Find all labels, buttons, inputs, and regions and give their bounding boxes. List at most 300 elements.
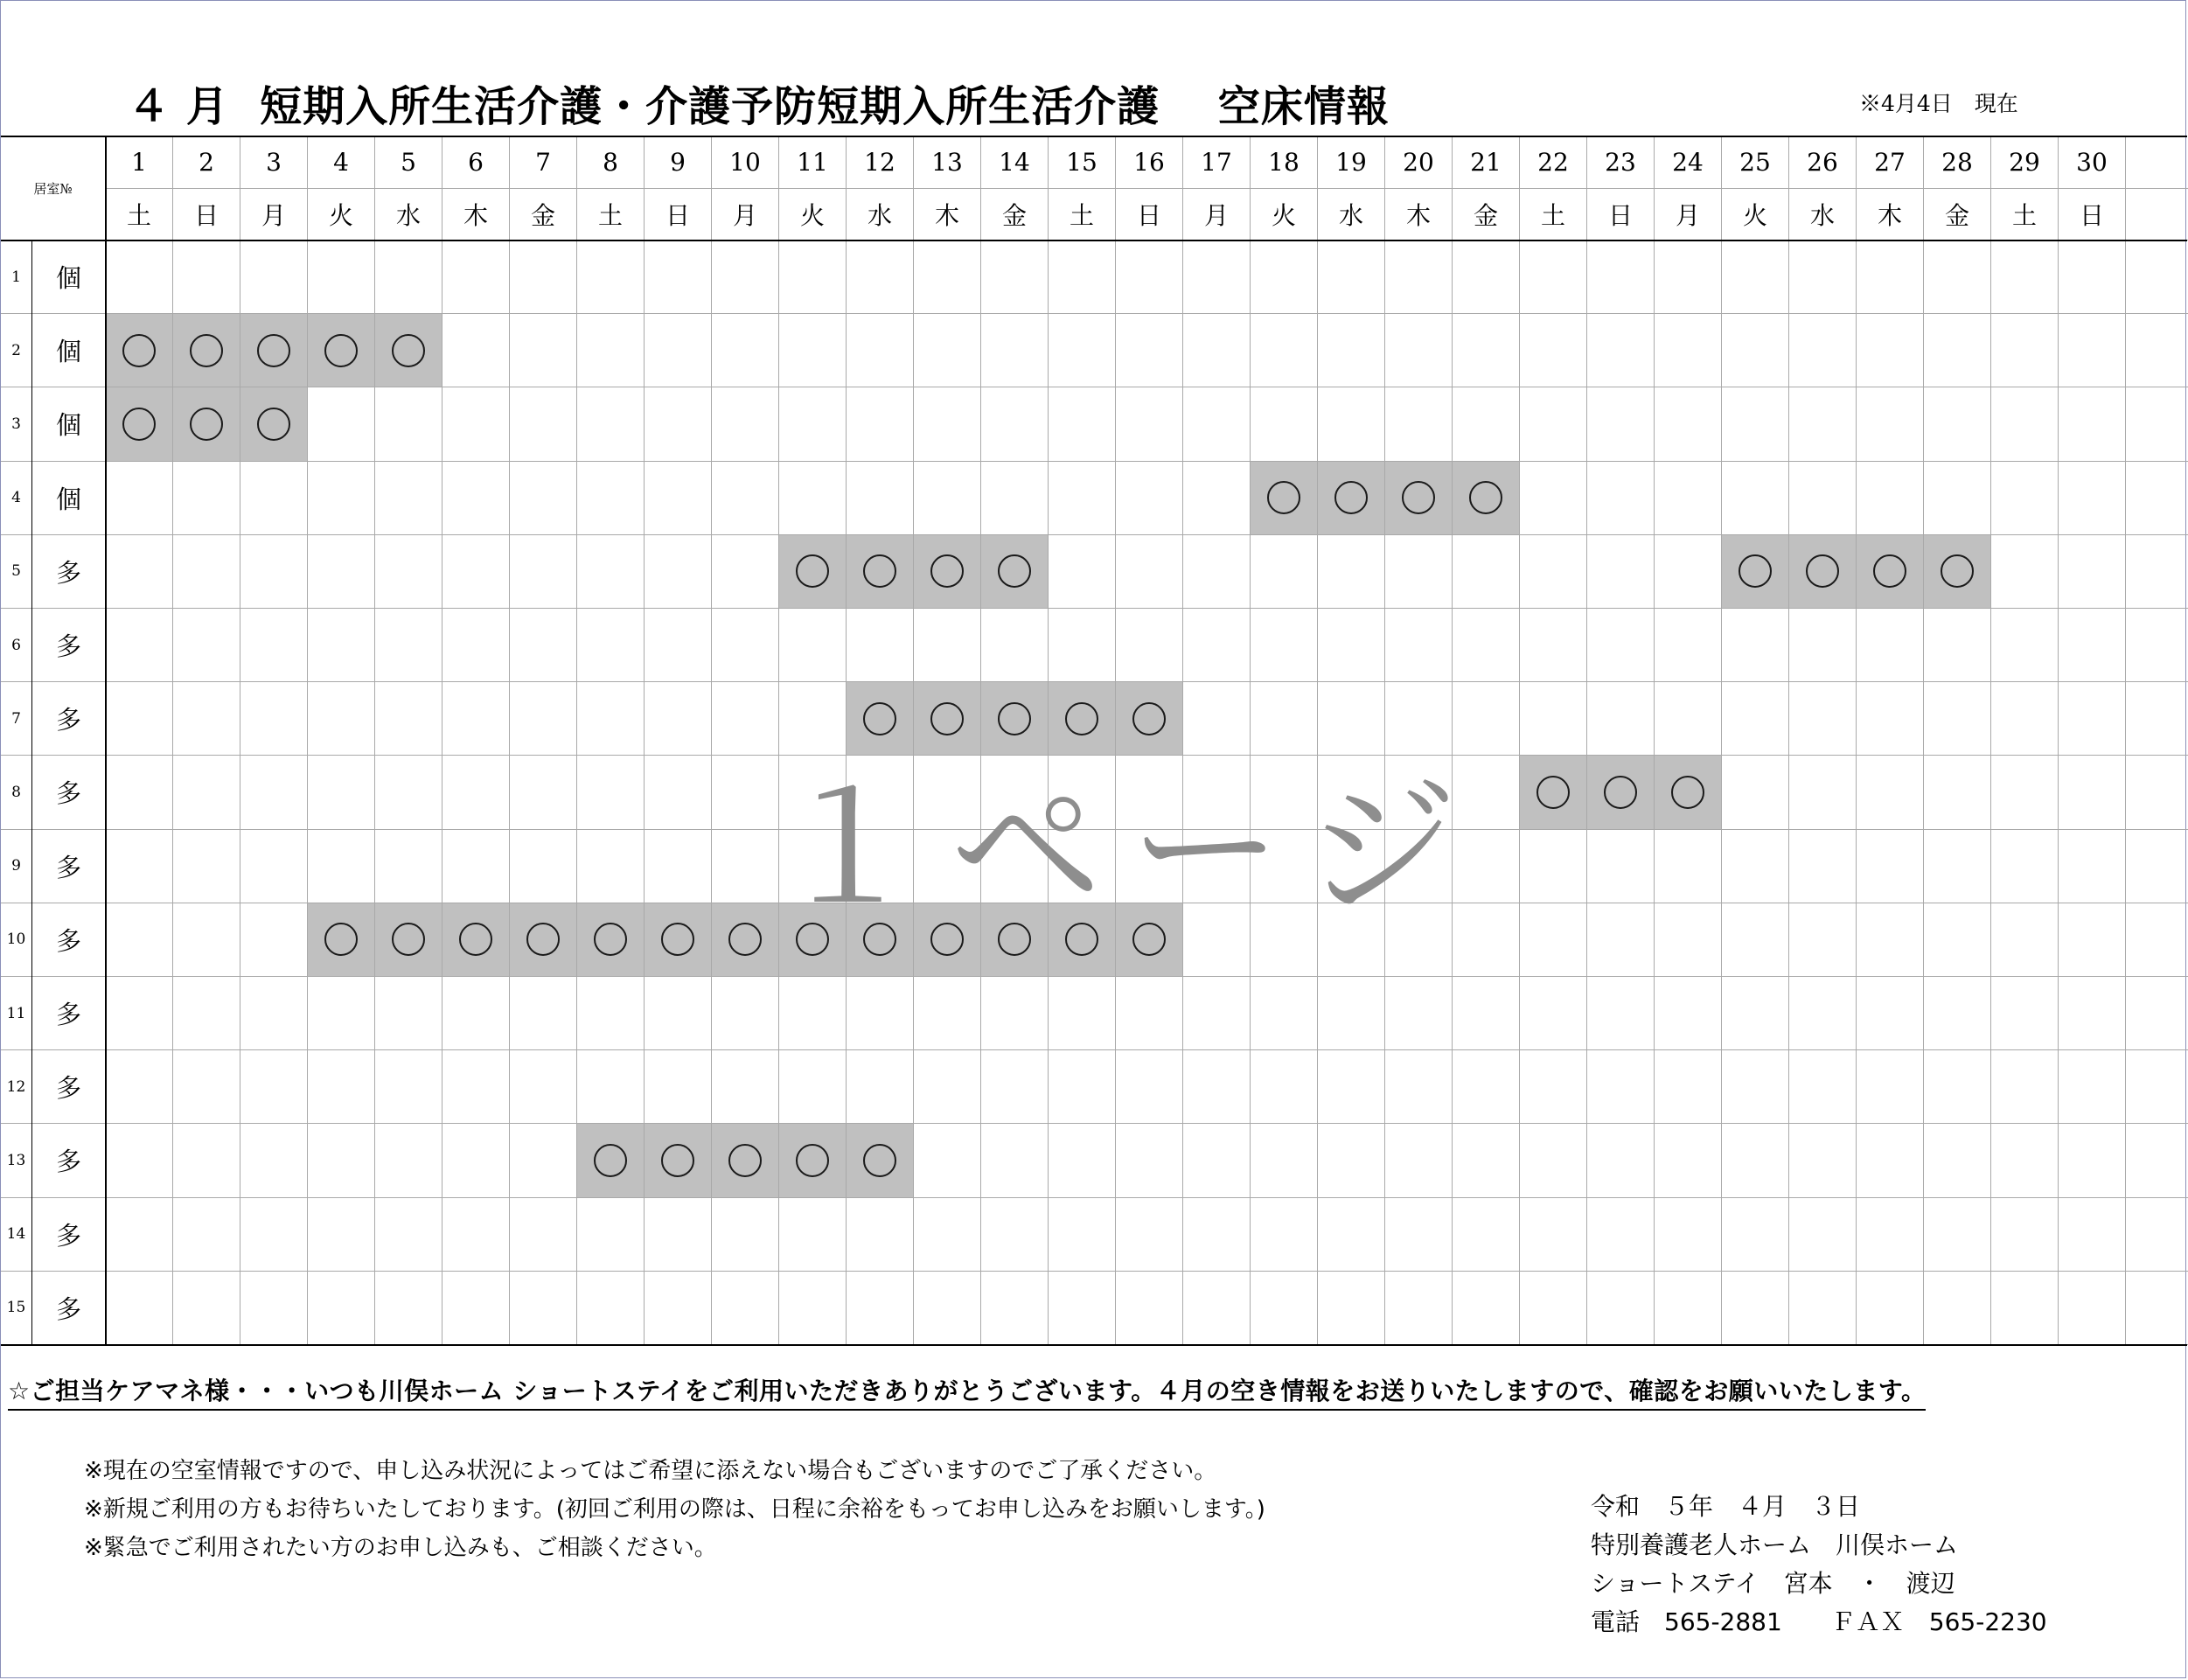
schedule-cell [779, 314, 847, 387]
schedule-cell [712, 1272, 779, 1345]
vacancy-mark [1536, 776, 1570, 809]
schedule-cell [1587, 1050, 1655, 1124]
schedule-cell [1924, 240, 1991, 314]
schedule-cell [1857, 830, 1924, 903]
schedule-cell [1049, 1272, 1116, 1345]
vacancy-mark [324, 334, 358, 367]
schedule-cell [1318, 1272, 1385, 1345]
schedule-cell [1857, 462, 1924, 535]
vacancy-mark [1671, 776, 1704, 809]
vacant-cell [1655, 756, 1722, 829]
room-type: 多 [32, 1198, 106, 1272]
schedule-cell [1116, 1050, 1183, 1124]
schedule-cell [1587, 903, 1655, 977]
schedule-cell [712, 609, 779, 682]
schedule-cell [981, 314, 1049, 387]
schedule-cell [106, 830, 173, 903]
schedule-cell [1857, 314, 1924, 387]
day-number-header: 8 [577, 136, 645, 189]
schedule-cell [1722, 756, 1789, 829]
signature-staff: ショートステイ 宮本 ・ 渡辺 [1591, 1569, 1955, 1598]
schedule-cell [1991, 1124, 2059, 1197]
schedule-cell [173, 977, 240, 1050]
weekday-header: 金 [981, 189, 1049, 240]
schedule-cell [442, 756, 510, 829]
schedule-cell [173, 682, 240, 756]
schedule-cell [1924, 1198, 1991, 1272]
schedule-cell [375, 977, 442, 1050]
room-type: 多 [32, 903, 106, 977]
schedule-cell [1385, 1198, 1453, 1272]
schedule-cell [442, 387, 510, 461]
weekday-header: 金 [1453, 189, 1520, 240]
schedule-cell [1991, 314, 2059, 387]
schedule-cell [2059, 462, 2126, 535]
schedule-cell [240, 462, 308, 535]
schedule-cell [1789, 609, 1857, 682]
vacant-cell [847, 1124, 914, 1197]
schedule-cell [1520, 977, 1587, 1050]
schedule-cell [1183, 462, 1251, 535]
schedule-cell [173, 903, 240, 977]
schedule-cell [173, 756, 240, 829]
schedule-cell [1453, 1124, 1520, 1197]
room-number: 7 [1, 682, 32, 756]
vacancy-mark [1267, 481, 1300, 514]
schedule-cell [1587, 1198, 1655, 1272]
schedule-cell [847, 387, 914, 461]
vacant-cell [779, 1124, 847, 1197]
vacancy-mark [324, 923, 358, 956]
schedule-cell [1049, 387, 1116, 461]
vacant-cell [308, 314, 375, 387]
schedule-cell [847, 1050, 914, 1124]
schedule-cell [981, 1272, 1049, 1345]
schedule-cell [847, 314, 914, 387]
schedule-cell [645, 682, 712, 756]
schedule-cell [1789, 1050, 1857, 1124]
schedule-cell [442, 609, 510, 682]
day-number-header: 6 [442, 136, 510, 189]
room-type: 多 [32, 1124, 106, 1197]
schedule-cell [779, 1050, 847, 1124]
blank-cell [2126, 462, 2188, 535]
schedule-cell [1991, 977, 2059, 1050]
schedule-cell [106, 240, 173, 314]
schedule-cell [2059, 387, 2126, 461]
schedule-cell [2059, 314, 2126, 387]
schedule-cell [1318, 314, 1385, 387]
day-number-header: 22 [1520, 136, 1587, 189]
vacancy-mark [1941, 554, 1974, 588]
schedule-cell [1251, 609, 1318, 682]
schedule-cell [1453, 314, 1520, 387]
vacant-cell [577, 1124, 645, 1197]
schedule-cell [1722, 903, 1789, 977]
day-number-header: 7 [510, 136, 577, 189]
room-number: 1 [1, 240, 32, 314]
schedule-cell [577, 609, 645, 682]
blank-cell [2126, 830, 2188, 903]
schedule-cell [1857, 1050, 1924, 1124]
room-column-border [105, 136, 107, 1345]
schedule-cell [510, 314, 577, 387]
day-number-header: 10 [712, 136, 779, 189]
schedule-cell [1251, 1198, 1318, 1272]
schedule-cell [375, 462, 442, 535]
room-type: 多 [32, 535, 106, 609]
schedule-cell [1991, 830, 2059, 903]
schedule-cell [1655, 609, 1722, 682]
schedule-cell [712, 977, 779, 1050]
schedule-cell [1655, 387, 1722, 461]
schedule-cell [442, 682, 510, 756]
schedule-cell [1722, 977, 1789, 1050]
schedule-cell [442, 1198, 510, 1272]
schedule-cell [1453, 1050, 1520, 1124]
schedule-cell [1655, 977, 1722, 1050]
vacant-cell [712, 903, 779, 977]
schedule-cell [1991, 1272, 2059, 1345]
schedule-cell [173, 1124, 240, 1197]
schedule-cell [645, 977, 712, 1050]
schedule-cell [1655, 903, 1722, 977]
schedule-cell [914, 1050, 981, 1124]
schedule-cell [1924, 756, 1991, 829]
weekday-header: 水 [847, 189, 914, 240]
vacant-cell [173, 314, 240, 387]
room-number: 6 [1, 609, 32, 682]
schedule-cell [1655, 462, 1722, 535]
schedule-cell [914, 314, 981, 387]
schedule-cell [1924, 1272, 1991, 1345]
day-number-header: 5 [375, 136, 442, 189]
vacancy-mark [122, 334, 156, 367]
schedule-cell [173, 830, 240, 903]
day-number-header: 24 [1655, 136, 1722, 189]
schedule-cell [914, 609, 981, 682]
schedule-cell [577, 387, 645, 461]
day-number-header: 17 [1183, 136, 1251, 189]
vacant-cell [645, 903, 712, 977]
vacant-cell [510, 903, 577, 977]
schedule-cell [1385, 1050, 1453, 1124]
page-watermark: １ページ [770, 761, 1485, 938]
schedule-cell [1318, 977, 1385, 1050]
vacancy-mark [796, 1144, 829, 1177]
vacancy-mark [661, 1144, 694, 1177]
vacant-cell [240, 314, 308, 387]
grid-bottom-border [1, 1344, 2187, 1346]
schedule-cell [1991, 609, 2059, 682]
schedule-cell [1587, 682, 1655, 756]
schedule-cell [1251, 535, 1318, 609]
schedule-cell [1385, 535, 1453, 609]
schedule-cell [914, 1124, 981, 1197]
schedule-cell [1587, 830, 1655, 903]
schedule-cell [1520, 387, 1587, 461]
room-number: 9 [1, 830, 32, 903]
schedule-cell [173, 462, 240, 535]
schedule-cell [1453, 240, 1520, 314]
schedule-cell [712, 462, 779, 535]
schedule-cell [712, 1198, 779, 1272]
schedule-cell [1183, 1124, 1251, 1197]
schedule-cell [375, 1124, 442, 1197]
blank-cell [2126, 387, 2188, 461]
schedule-cell [375, 387, 442, 461]
schedule-cell [375, 756, 442, 829]
vacancy-mark [190, 408, 223, 441]
vacant-cell [779, 535, 847, 609]
schedule-cell [645, 1198, 712, 1272]
schedule-cell [577, 535, 645, 609]
schedule-cell [1655, 1124, 1722, 1197]
schedule-cell [1722, 682, 1789, 756]
weekday-header: 日 [2059, 189, 2126, 240]
schedule-cell [577, 756, 645, 829]
schedule-cell [1789, 756, 1857, 829]
schedule-cell [2059, 756, 2126, 829]
weekday-header: 木 [1385, 189, 1453, 240]
day-number-header: 19 [1318, 136, 1385, 189]
schedule-cell [779, 1198, 847, 1272]
schedule-cell [1991, 462, 2059, 535]
greeting-message: ☆ご担当ケアマネ様・・・いつも川俣ホーム ショートステイをご利用いただきありがとうございます。４月の空き情報をお送りいたしますので、確認をお願いいたします。 [8, 1372, 1926, 1411]
day-number-header: 23 [1587, 136, 1655, 189]
schedule-cell [1116, 462, 1183, 535]
schedule-cell [1049, 1124, 1116, 1197]
schedule-cell [308, 1272, 375, 1345]
schedule-cell [1722, 387, 1789, 461]
day-number-header: 1 [106, 136, 173, 189]
vacant-cell [375, 314, 442, 387]
vacancy-mark [190, 334, 223, 367]
schedule-cell [1655, 682, 1722, 756]
schedule-cell [645, 756, 712, 829]
room-number: 8 [1, 756, 32, 829]
vacant-cell [914, 535, 981, 609]
page-title: ４ 月 短期入所生活介護・介護予防短期入所生活介護 空床情報 [128, 82, 1390, 131]
schedule-cell [1655, 535, 1722, 609]
schedule-cell [308, 682, 375, 756]
vacant-cell [577, 903, 645, 977]
day-number-header: 16 [1116, 136, 1183, 189]
schedule-cell [2059, 1198, 2126, 1272]
vacant-cell [1789, 535, 1857, 609]
schedule-cell [1722, 1272, 1789, 1345]
weekday-header: 月 [712, 189, 779, 240]
schedule-cell [308, 1124, 375, 1197]
schedule-cell [1318, 535, 1385, 609]
schedule-cell [1655, 1272, 1722, 1345]
schedule-cell [510, 1124, 577, 1197]
signature-date: 令和 ５年 ４月 ３日 [1591, 1492, 1861, 1521]
schedule-cell [1924, 977, 1991, 1050]
schedule-cell [1183, 314, 1251, 387]
schedule-cell [1857, 240, 1924, 314]
vacancy-mark [728, 923, 762, 956]
schedule-cell [1385, 1124, 1453, 1197]
weekday-header: 火 [308, 189, 375, 240]
vacancy-mark [122, 408, 156, 441]
schedule-cell [1789, 314, 1857, 387]
schedule-cell [1385, 314, 1453, 387]
room-number: 3 [1, 387, 32, 461]
schedule-cell [712, 314, 779, 387]
schedule-cell [645, 830, 712, 903]
schedule-cell [1789, 830, 1857, 903]
schedule-cell [1655, 314, 1722, 387]
schedule-cell [1722, 1124, 1789, 1197]
schedule-cell [1251, 1272, 1318, 1345]
blank-cell [2126, 903, 2188, 977]
schedule-cell [308, 240, 375, 314]
room-type: 多 [32, 756, 106, 829]
schedule-cell [2059, 240, 2126, 314]
schedule-cell [1183, 240, 1251, 314]
schedule-cell [1453, 535, 1520, 609]
schedule-cell [779, 977, 847, 1050]
schedule-cell [914, 462, 981, 535]
schedule-cell [1385, 1272, 1453, 1345]
schedule-cell [1520, 1272, 1587, 1345]
schedule-cell [1520, 1124, 1587, 1197]
room-number: 14 [1, 1198, 32, 1272]
room-number: 2 [1, 314, 32, 387]
schedule-cell [510, 462, 577, 535]
schedule-cell [1385, 609, 1453, 682]
schedule-cell [1655, 240, 1722, 314]
schedule-cell [1924, 682, 1991, 756]
schedule-cell [173, 1272, 240, 1345]
schedule-cell [375, 1272, 442, 1345]
schedule-cell [981, 609, 1049, 682]
schedule-cell [712, 387, 779, 461]
schedule-cell [1183, 1198, 1251, 1272]
day-number-header: 11 [779, 136, 847, 189]
schedule-cell [240, 609, 308, 682]
room-number-divider [31, 240, 32, 1345]
schedule-cell [712, 756, 779, 829]
schedule-cell [779, 1272, 847, 1345]
vacant-cell [1857, 535, 1924, 609]
schedule-cell [1116, 387, 1183, 461]
schedule-cell [173, 240, 240, 314]
vacancy-mark [459, 923, 492, 956]
schedule-cell [1722, 462, 1789, 535]
schedule-cell [847, 609, 914, 682]
schedule-cell [1116, 240, 1183, 314]
schedule-cell [1049, 462, 1116, 535]
schedule-cell [442, 314, 510, 387]
schedule-cell [1991, 387, 2059, 461]
schedule-cell [173, 609, 240, 682]
day-number-header: 9 [645, 136, 712, 189]
schedule-cell [981, 462, 1049, 535]
room-number: 11 [1, 977, 32, 1050]
schedule-cell [1520, 462, 1587, 535]
room-number: 10 [1, 903, 32, 977]
schedule-cell [1722, 314, 1789, 387]
vacant-cell [712, 1124, 779, 1197]
schedule-cell [1453, 977, 1520, 1050]
schedule-cell [1318, 1198, 1385, 1272]
schedule-cell [442, 1050, 510, 1124]
vacancy-mark [257, 408, 290, 441]
schedule-cell [1520, 903, 1587, 977]
day-number-header: 25 [1722, 136, 1789, 189]
schedule-cell [1722, 830, 1789, 903]
schedule-cell [106, 1198, 173, 1272]
schedule-cell [1183, 387, 1251, 461]
weekday-header: 日 [645, 189, 712, 240]
schedule-cell [1722, 1198, 1789, 1272]
schedule-cell [510, 682, 577, 756]
schedule-cell [2059, 1124, 2126, 1197]
schedule-cell [1116, 609, 1183, 682]
schedule-cell [1857, 903, 1924, 977]
schedule-cell [779, 609, 847, 682]
schedule-cell [240, 756, 308, 829]
vacancy-mark [796, 554, 829, 588]
schedule-cell [1318, 609, 1385, 682]
schedule-cell [1722, 609, 1789, 682]
vacant-cell [442, 903, 510, 977]
schedule-cell [2059, 682, 2126, 756]
schedule-cell [1251, 387, 1318, 461]
vacant-cell [106, 314, 173, 387]
schedule-cell [1520, 1050, 1587, 1124]
schedule-cell [106, 977, 173, 1050]
schedule-cell [1722, 240, 1789, 314]
blank-cell [2126, 1050, 2188, 1124]
schedule-cell [645, 609, 712, 682]
schedule-cell [1453, 1272, 1520, 1345]
day-number-header: 21 [1453, 136, 1520, 189]
vacant-cell [1722, 535, 1789, 609]
schedule-cell [1924, 830, 1991, 903]
schedule-cell [2059, 609, 2126, 682]
schedule-cell [173, 1198, 240, 1272]
vacant-cell [173, 387, 240, 461]
day-number-header: 2 [173, 136, 240, 189]
schedule-cell [645, 387, 712, 461]
schedule-cell [1857, 977, 1924, 1050]
schedule-cell [106, 462, 173, 535]
schedule-cell [577, 240, 645, 314]
vacancy-mark [863, 1144, 896, 1177]
schedule-cell [1991, 535, 2059, 609]
vacant-cell [1251, 462, 1318, 535]
schedule-cell [106, 682, 173, 756]
schedule-cell [375, 1050, 442, 1124]
schedule-cell [240, 1198, 308, 1272]
schedule-cell [1587, 535, 1655, 609]
blank-cell [2126, 1124, 2188, 1197]
schedule-cell [914, 387, 981, 461]
vacant-cell [645, 1124, 712, 1197]
schedule-cell [375, 830, 442, 903]
vacancy-mark [930, 554, 964, 588]
weekday-header: 土 [1991, 189, 2059, 240]
vacancy-mark [1469, 481, 1502, 514]
schedule-cell [1520, 1198, 1587, 1272]
day-number-header: 28 [1924, 136, 1991, 189]
schedule-cell [240, 1124, 308, 1197]
blank-cell [2126, 535, 2188, 609]
schedule-cell [2059, 1272, 2126, 1345]
